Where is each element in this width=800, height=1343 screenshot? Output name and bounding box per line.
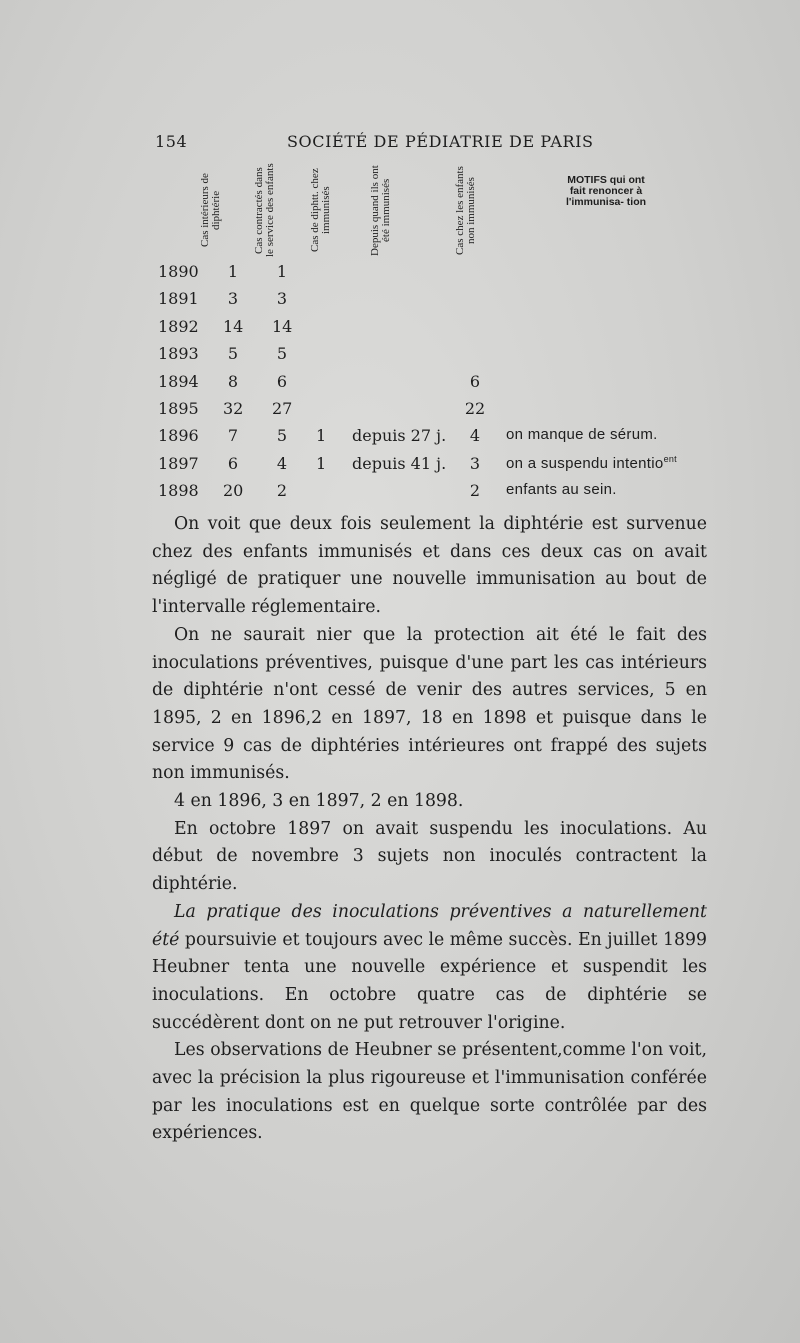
cell-interieurs: 32 bbox=[223, 398, 244, 418]
col-header-motifs: MOTIFS qui ont fait renoncer à l'immunisa- tion bbox=[565, 174, 647, 208]
cell-motif: on manque de sérum. bbox=[506, 426, 658, 444]
cell-immunises: 1 bbox=[316, 453, 327, 473]
running-title: SOCIÉTÉ DE PÉDIATRIE DE PARIS bbox=[287, 132, 594, 151]
cell-contractes: 1 bbox=[276, 262, 288, 281]
cell-year: 1890 bbox=[158, 262, 199, 281]
table-row bbox=[158, 426, 738, 453]
cell-interieurs: 8 bbox=[227, 371, 239, 391]
table-row bbox=[158, 481, 738, 508]
cell-interieurs: 14 bbox=[223, 316, 244, 336]
cell-contractes: 27 bbox=[272, 398, 293, 418]
col-header-depuis: Depuis quand ils ont été immunisés bbox=[369, 165, 392, 256]
cell-year: 1896 bbox=[158, 426, 199, 446]
cell-contractes: 5 bbox=[276, 344, 288, 364]
paragraph: 4 en 1896, 3 en 1897, 2 en 1898. bbox=[174, 791, 464, 812]
data-table bbox=[158, 262, 738, 509]
cell-year: 1894 bbox=[158, 371, 199, 391]
cell-contractes: 4 bbox=[276, 453, 288, 473]
paragraph bbox=[152, 899, 707, 1038]
cell-year: 1895 bbox=[158, 398, 199, 418]
cell-non-immunises: 22 bbox=[464, 398, 486, 418]
page-number: 154 bbox=[155, 132, 188, 151]
cell-year: 1893 bbox=[158, 344, 199, 364]
paragraph: On voit que deux fois seulement la diphtérie est survenue chez des enfants immunisés et dans ces deux cas on avait négligé de pratiquer une nouvelle immunisation au bout de l'intervalle réglementaire. bbox=[152, 514, 707, 618]
cell-year: 1892 bbox=[158, 316, 199, 336]
cell-interieurs: 3 bbox=[227, 289, 239, 309]
italic-text: La pratique des inoculations préventives a naturellement été bbox=[152, 901, 707, 950]
cell-year: 1897 bbox=[158, 453, 199, 473]
cell-contractes: 6 bbox=[276, 371, 288, 391]
col-header-diphtchez: Cas de diphtt. chez immunisés bbox=[309, 168, 332, 253]
table-row bbox=[158, 344, 738, 371]
paragraph-text: poursuivie et toujours avec le même succès. En juillet 1899 Heubner tenta une nouvelle expérience et suspendit les inoculations. En octobre quatre cas de diphtérie se succédèrent dont on ne put retrouver l'origine. bbox=[152, 929, 707, 1033]
cell-non-immunises: 4 bbox=[469, 426, 481, 446]
cell-non-immunises: 3 bbox=[469, 453, 481, 473]
cell-interieurs: 20 bbox=[223, 481, 244, 501]
cell-interieurs: 5 bbox=[227, 344, 239, 364]
cell-contractes: 3 bbox=[276, 289, 288, 309]
table-row bbox=[158, 262, 738, 289]
cell-non-immunises: 2 bbox=[469, 481, 481, 501]
table-row bbox=[158, 317, 738, 344]
cell-interieurs: 7 bbox=[227, 426, 239, 446]
cell-depuis: depuis 41 j. bbox=[352, 453, 447, 473]
cell-motif: on a suspendu intentio$^{ent}$ bbox=[506, 453, 677, 472]
col-header-interieurs: Cas intérieurs de diphtérie bbox=[199, 173, 222, 248]
col-header-contractes: Cas contractés dans le service des enfants bbox=[253, 163, 276, 258]
page-header bbox=[155, 132, 725, 154]
col-header-casnon: Cas chez les enfants non immunisés bbox=[454, 166, 477, 255]
cell-immunises: 1 bbox=[316, 426, 327, 446]
paragraph: On ne saurait nier que la protection ait été le fait des inoculations préventives, puisque d'une part les cas intérieurs de diphtérie n'ont cessé de venir des autres services, 5 en 1895, 2 en 1896,2 en 1897, 18 en 1898 et puisque dans le service 9 cas de diphtéries intérieures ont frappé des sujets non immunisés. bbox=[152, 624, 707, 784]
cell-non-immunises: 6 bbox=[469, 371, 481, 391]
cell-contractes: 14 bbox=[272, 316, 293, 336]
table-row bbox=[158, 289, 738, 316]
cell-year: 1898 bbox=[158, 481, 199, 501]
cell-interieurs: 6 bbox=[227, 453, 239, 473]
paragraph: Les observations de Heubner se présentent,comme l'on voit, avec la précision la plus rigoureuse et l'immunisation conférée par les inoculations est en quelque sorte contrôlée par des expériences. bbox=[152, 1040, 707, 1144]
cell-contractes: 2 bbox=[276, 481, 288, 501]
cell-interieurs: 1 bbox=[227, 262, 239, 281]
body-text bbox=[152, 511, 707, 1148]
cell-year: 1891 bbox=[158, 289, 199, 309]
cell-motif: enfants au sein. bbox=[506, 481, 617, 499]
paragraph: En octobre 1897 on avait suspendu les inoculations. Au début de novembre 3 sujets non inoculés contractent la diphtérie. bbox=[152, 818, 707, 895]
table-row bbox=[158, 399, 738, 426]
cell-depuis: depuis 27 j. bbox=[352, 426, 447, 446]
cell-contractes: 5 bbox=[276, 426, 288, 446]
table-column-headers bbox=[150, 163, 730, 258]
table-row bbox=[158, 372, 738, 399]
table-row bbox=[158, 454, 738, 481]
